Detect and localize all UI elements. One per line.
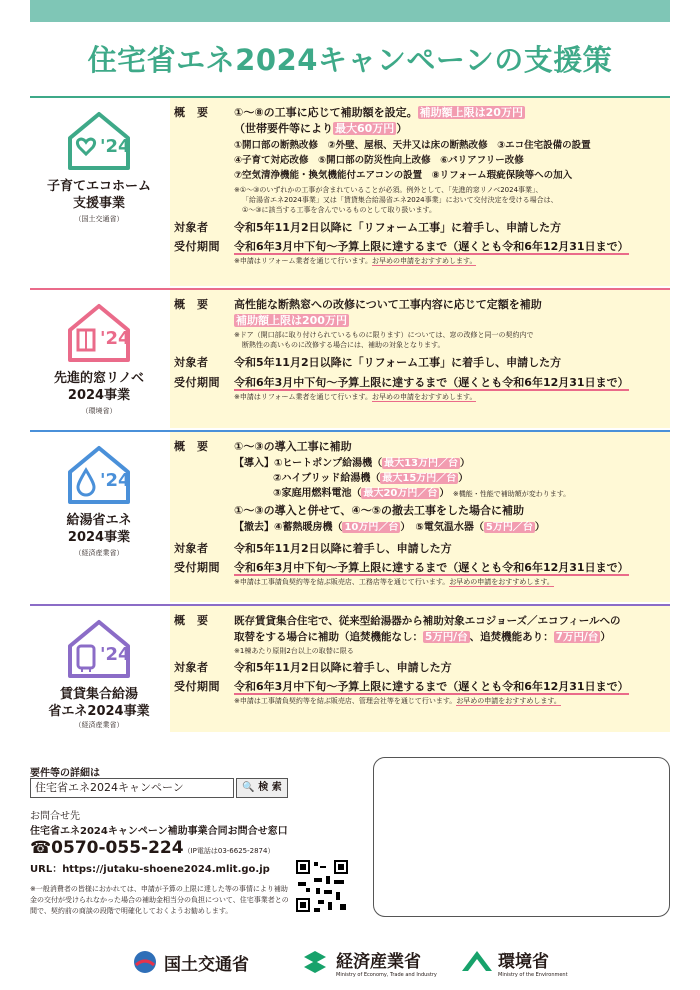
note: 「給湯省エネ2024事業」又は「賃貸集合給湯省エネ2024事業」において交付決定を受ける場合は、	[242, 196, 558, 204]
section-name: 賃貸集合給湯	[59, 687, 138, 702]
period-note: ※申請はリフォーム業者を通じて行います。	[234, 393, 372, 401]
overview-text: ①〜⑧の工事に応じて補助額を設定。	[234, 106, 418, 119]
target-text: 令和5年11月2日以降に「リフォーム工事」に着手し、申請した方	[234, 356, 562, 369]
memo-box	[373, 757, 670, 917]
work-items: ④子育て対応改修 ⑤開口部の防災性向上改修 ⑥バリアフリー改修	[234, 155, 524, 166]
logo-name: 環境省	[498, 951, 549, 972]
overview-text: 、追焚機能あり：	[469, 631, 554, 643]
ministry-label: （環境省）	[81, 407, 117, 415]
search-icon: 🔍	[242, 782, 255, 793]
note: ※1棟あたり原則2台以上の取替に限る	[234, 647, 354, 655]
note: ※ドア（開口部に取り付けられているものに限ります）については、窓の改修と同一の契約内で	[234, 331, 534, 339]
target-label: 対象者	[174, 356, 209, 369]
section-label	[30, 290, 168, 428]
svg-text:'24: '24	[100, 328, 131, 349]
period-label: 受付期間	[174, 680, 220, 693]
section-name: 先進的窓リノベ	[54, 371, 144, 386]
max-badge: 最大60万円	[335, 122, 395, 135]
item-text: ）	[534, 522, 545, 533]
amount-badge: 最大15万円／台	[382, 473, 457, 484]
section-kosodate	[30, 96, 670, 286]
ip-phone: （IP電話は03-6625-2874）	[183, 847, 275, 855]
period-note-emphasis: お早めの申請をおすすめします。	[456, 697, 561, 705]
url-link[interactable]: URL：https://jutaku-shoene2024.mlit.go.jp	[30, 864, 270, 875]
item-text: ③家庭用燃料電池（	[273, 488, 362, 499]
overview-text: 高性能な断熱窓への改修について工事内容に応じて定額を補助	[234, 298, 542, 311]
section-label	[30, 606, 168, 732]
note: ※機能・性能で補助額が変わります。	[452, 490, 571, 498]
logo-name: 経済産業省	[336, 951, 421, 972]
overview-label: 概 要	[174, 298, 209, 311]
page-title: 住宅省エネ2024キャンペーンの支援策	[87, 43, 613, 77]
logo-subtitle: Ministry of Economy, Trade and Industry	[336, 971, 437, 978]
overview-text: ）	[396, 122, 408, 135]
target-label: 対象者	[174, 542, 209, 555]
search-button-label: 検 索	[258, 782, 282, 793]
mlit-logo-icon	[132, 949, 158, 975]
period-text: 令和6年3月中下旬〜予算上限に達するまで（遅くとも令和6年12月31日まで）	[234, 680, 629, 693]
search-input[interactable]: 住宅省エネ2024キャンペーン	[30, 778, 234, 798]
section-label	[30, 98, 168, 286]
period-label: 受付期間	[174, 376, 220, 389]
limit-badge: 補助額上限は20万円	[419, 106, 523, 119]
logo-meti	[300, 942, 437, 982]
overview-text: 取替をする場合に補助（追焚機能なし：	[234, 631, 423, 643]
section-name: 省エネ2024事業	[48, 704, 150, 719]
section-name: 2024事業	[67, 530, 131, 545]
item-text: ①ヒートポンプ給湯機（	[274, 458, 383, 469]
amount-badge: 最大13万円／台	[384, 458, 458, 469]
target-text: 令和5年11月2日以降に「リフォーム工事」に着手し、申請した方	[234, 221, 562, 234]
logo-moe	[460, 942, 568, 982]
ministry-label: （経済産業省）	[74, 549, 124, 557]
overview-text: ①〜③の導入と併せて、④〜⑤の撤去工事をした場合に補助	[234, 504, 525, 517]
work-items: ①開口部の断熱改修 ②外壁、屋根、天井又は床の断熱改修 ③エコ住宅設備の設置	[234, 140, 591, 151]
house-heart-icon	[64, 108, 134, 172]
contact-label: お問合せ先	[30, 811, 80, 822]
search-button[interactable]	[236, 778, 288, 798]
note: 断熱性の高いものに改修する場合には、補助の対象となります。	[242, 341, 445, 349]
item-text: ）	[439, 488, 450, 499]
logo-name: 国土交通省	[164, 954, 249, 975]
item-text: ）	[460, 458, 470, 469]
target-text: 令和5年11月2日以降に着手し、申請した方	[234, 661, 452, 674]
house-window-icon	[64, 300, 134, 364]
limit-badge: 補助額上限は200万円	[236, 314, 347, 327]
period-label: 受付期間	[174, 240, 220, 253]
target-label: 対象者	[174, 221, 209, 234]
item-text: ④蓄熱暖房機（	[274, 522, 343, 533]
amount-badge: 10万円／台	[344, 522, 399, 533]
section-kyuto	[30, 430, 670, 602]
overview-label: 概 要	[174, 614, 209, 627]
amount-badge: 7万円/台	[555, 631, 599, 643]
house-water-heater-icon	[64, 616, 134, 680]
item-text: ）	[400, 522, 406, 533]
period-text: 令和6年3月中下旬〜予算上限に達するまで（遅くとも令和6年12月31日まで）	[234, 240, 629, 253]
section-mado	[30, 288, 670, 428]
item-text: ⑤電気温水器（	[415, 522, 484, 533]
amount-badge: 最大20万円／台	[363, 488, 438, 499]
item-text: ）	[458, 473, 469, 484]
section-details	[170, 98, 670, 286]
logo-subtitle: Ministry of the Environment	[498, 971, 568, 978]
overview-text: 既存賃貸集合住宅で、従来型給湯器から補助対象エコジョーズ／エコフィールへの	[234, 615, 621, 627]
intro-tag: 【導入】	[234, 458, 274, 469]
logo-text-group	[498, 947, 568, 978]
svg-text:'24: '24	[100, 644, 131, 665]
top-bar	[30, 0, 670, 22]
work-items: ⑦空気清浄機能・換気機能付エアコンの設置 ⑧リフォーム瑕疵保険等への加入	[234, 170, 573, 181]
note: ※①〜③のいずれかの工事が含まれていることが必須。例外として、「先進的窓リノベ2024事業」、	[234, 186, 543, 194]
ministry-label: （経済産業省）	[74, 721, 124, 729]
phone-text: ☎0570-055-224	[30, 838, 184, 858]
svg-text:'24: '24	[100, 136, 131, 157]
section-name: 子育てエコホーム	[46, 179, 151, 194]
period-note: ※申請は工事請負契約等を結ぶ販売店、工務店等を通じて行います。	[234, 578, 450, 586]
detail-label: 要件等の詳細は	[30, 768, 100, 779]
period-note: ※申請は工事請負契約等を結ぶ販売店、管理会社等を通じて行います。	[234, 697, 457, 705]
phone-number	[30, 838, 274, 858]
moe-logo-icon	[460, 947, 494, 977]
disclaimer: ※一般消費者の皆様におかれては、申請が予算の上限に達した等の事情により補助金の交付が受けられなかった場合の補助金相当分の負担について、住宅事業者との間で、契約前の商談の段階で明確化しておくようお勧めします。	[30, 885, 289, 915]
overview-text: （世帯要件等により	[234, 122, 333, 135]
target-text: 令和5年11月2日以降に着手し、申請した方	[234, 542, 452, 555]
target-label: 対象者	[174, 661, 209, 674]
period-label: 受付期間	[174, 561, 220, 574]
section-name: 支援事業	[72, 196, 125, 211]
item-text: ②ハイブリッド給湯機（	[273, 473, 381, 484]
section-details	[170, 432, 670, 602]
amount-badge: 5万円/台	[425, 631, 468, 643]
section-details	[170, 290, 670, 428]
removal-tag: 【撤去】	[234, 522, 274, 533]
section-name: 給湯省エネ	[66, 513, 132, 528]
period-note: ※申請はリフォーム業者を通じて行います。	[234, 257, 372, 265]
ministry-label: （国土交通省）	[74, 215, 124, 223]
section-name: 2024事業	[67, 388, 131, 403]
period-note-emphasis: お早めの申請をおすすめします。	[449, 578, 554, 586]
period-note-emphasis: お早めの申請をおすすめします。	[371, 257, 477, 265]
overview-label: 概 要	[174, 106, 209, 119]
overview-text: ）	[600, 631, 611, 643]
period-note-emphasis: お早めの申請をおすすめします。	[371, 393, 477, 401]
overview-text: ①〜③の導入工事に補助	[234, 440, 352, 453]
qr-code[interactable]	[294, 858, 350, 914]
section-chintai	[30, 604, 670, 732]
amount-badge: 5万円／台	[485, 522, 533, 533]
overview-label: 概 要	[174, 440, 209, 453]
logo-text-group	[336, 947, 437, 978]
section-label	[30, 432, 168, 602]
note: ①〜③に該当する工事を含んでいるものとして取り扱います。	[242, 206, 436, 214]
period-text: 令和6年3月中下旬〜予算上限に達するまで（遅くとも令和6年12月31日まで）	[234, 561, 629, 574]
house-water-drop-icon	[64, 442, 134, 506]
period-text: 令和6年3月中下旬〜予算上限に達するまで（遅くとも令和6年12月31日まで）	[234, 376, 629, 389]
contact-name: 住宅省エネ2024キャンペーン補助事業合同お問合せ窓口	[30, 826, 288, 837]
meti-logo-icon	[300, 947, 330, 977]
logo-mlit	[132, 942, 249, 982]
section-details	[170, 606, 670, 732]
svg-text:'24: '24	[100, 470, 131, 491]
